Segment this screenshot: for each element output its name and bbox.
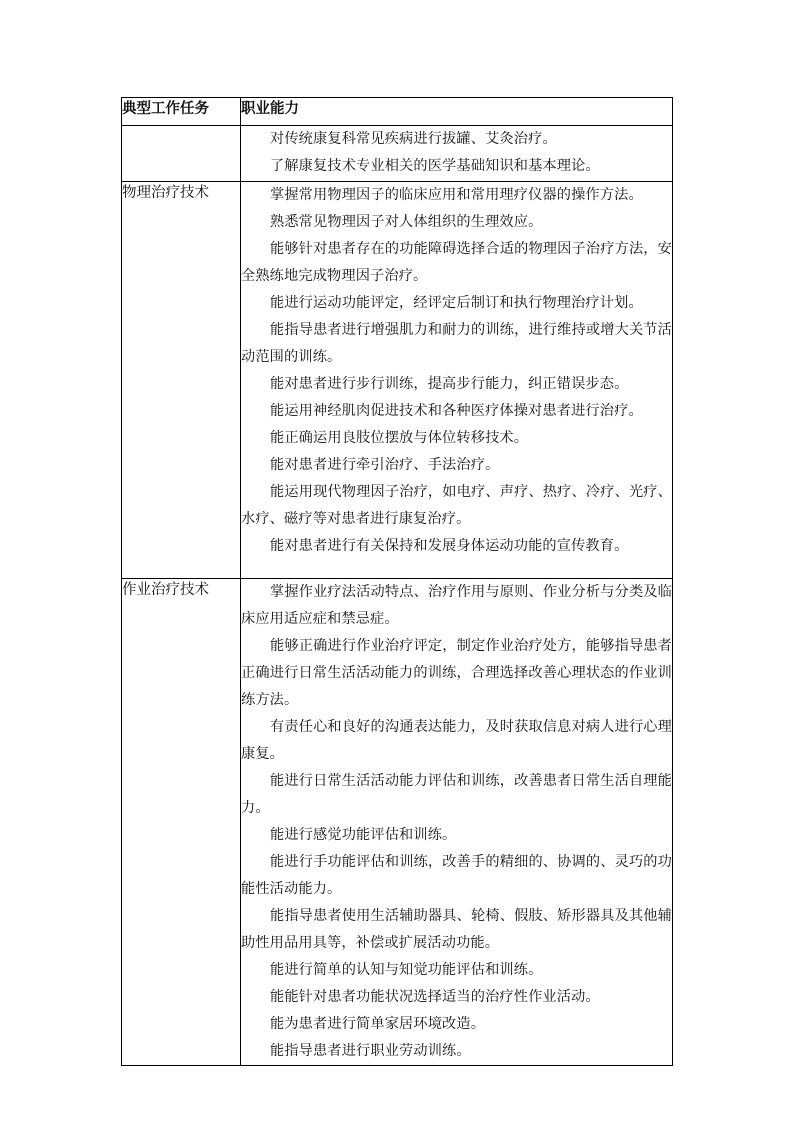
competency-item: 能够正确进行作业治疗评定，制定作业治疗处方，能够指导患者正确进行日常生活活动能力的训练，合理选择改善心理状态的作业训练方法。 (241, 638, 672, 708)
competency-cell (241, 182, 673, 579)
header-competency: 职业能力 (241, 98, 673, 126)
competency-item: 对传统康复科常见疾病进行拔罐、艾灸治疗。 (270, 131, 557, 147)
competency-item: 能运用神经肌肉促进技术和各种医疗体操对患者进行治疗。 (270, 403, 643, 419)
competency-item: 能能针对患者功能状况选择适当的治疗性作业活动。 (270, 989, 600, 1005)
task-cell: 物理治疗技术 (122, 182, 241, 579)
table-row (122, 579, 673, 1066)
competency-item: 了解康复技术专业相关的医学基础知识和基本理论。 (270, 158, 600, 174)
table-row (122, 182, 673, 579)
table-row (122, 126, 673, 182)
competency-item: 能对患者进行牵引治疗、手法治疗。 (270, 457, 500, 473)
task-cell (122, 126, 241, 182)
competency-item: 能运用现代物理因子治疗，如电疗、声疗、热疗、冷疗、光疗、水疗、磁疗等对患者进行康复治疗。 (241, 484, 672, 527)
competency-item: 能指导患者使用生活辅助器具、轮椅、假肢、矫形器具及其他辅助性用品用具等，补偿或扩展活动功能。 (241, 908, 672, 951)
competency-cell (241, 126, 673, 182)
competency-item: 掌握作业疗法活动特点、治疗作用与原则、作业分析与分类及临床应用适应症和禁忌症。 (241, 584, 672, 627)
competency-item: 能进行简单的认知与知觉功能评估和训练。 (270, 962, 543, 978)
competency-item: 能为患者进行简单家居环境改造。 (270, 1016, 486, 1032)
competency-item: 能进行感觉功能评估和训练。 (270, 827, 457, 843)
table-header-row (122, 98, 673, 126)
competency-table (121, 97, 673, 1066)
competency-item: 能正确运用良肢位摆放与体位转移技术。 (270, 430, 529, 446)
competency-item: 能够针对患者存在的功能障碍选择合适的物理因子治疗方法，安全熟练地完成物理因子治疗。 (241, 241, 672, 284)
competency-item: 能对患者进行步行训练，提高步行能力，纠正错误步态。 (270, 376, 629, 392)
competency-item: 能进行运动功能评定，经评定后制订和执行物理治疗计划。 (270, 295, 643, 311)
header-task: 典型工作任务 (122, 98, 241, 126)
competency-item: 能指导患者进行增强肌力和耐力的训练，进行维持或增大关节活动范围的训练。 (241, 322, 672, 365)
competency-item: 能进行日常生活活动能力评估和训练，改善患者日常生活自理能力。 (241, 773, 672, 816)
competency-item: 能进行手功能评估和训练，改善手的精细的、协调的、灵巧的功能性活动能力。 (241, 854, 672, 897)
task-cell: 作业治疗技术 (122, 579, 241, 1066)
competency-item: 掌握常用物理因子的临床应用和常用理疗仪器的操作方法。 (270, 187, 643, 203)
competency-item: 熟悉常见物理因子对人体组织的生理效应。 (270, 214, 543, 230)
competency-item: 能对患者进行有关保持和发展身体运动功能的宣传教育。 (270, 538, 629, 554)
competency-item: 能指导患者进行职业劳动训练。 (270, 1043, 471, 1059)
competency-item: 有责任心和良好的沟通表达能力，及时获取信息对病人进行心理康复。 (241, 719, 672, 762)
competency-cell (241, 579, 673, 1066)
